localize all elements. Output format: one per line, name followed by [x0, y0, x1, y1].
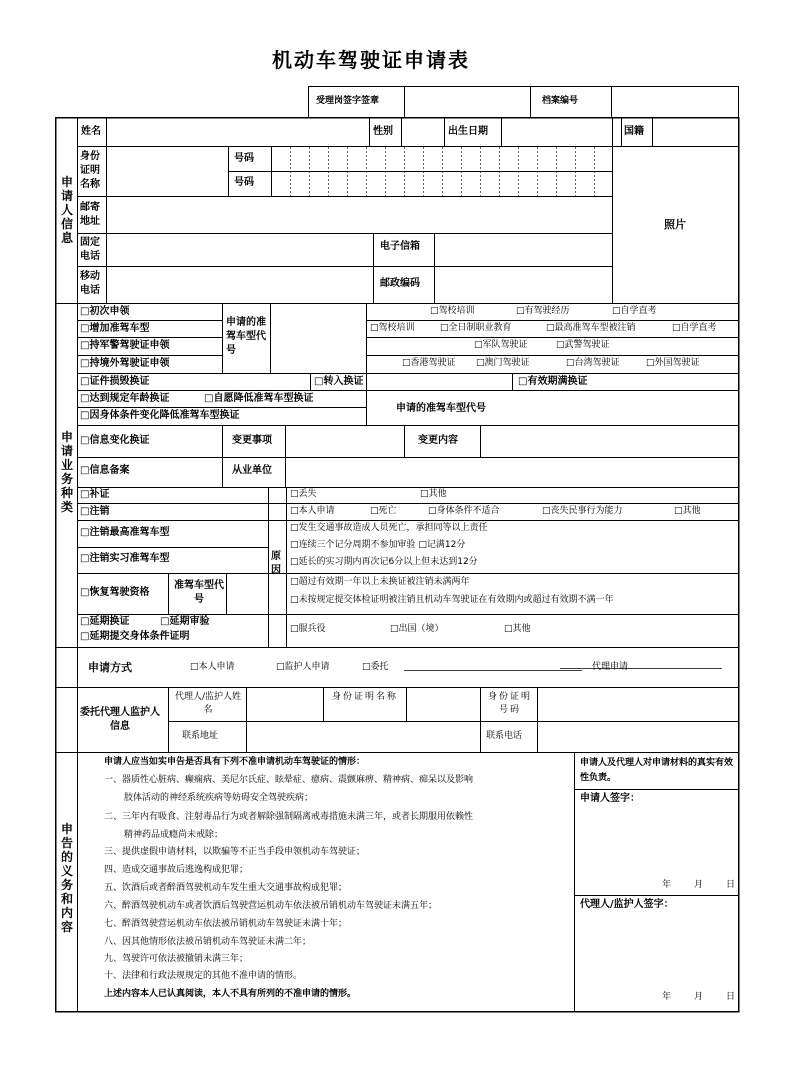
option-delay-inspect[interactable]: □延期审验 — [160, 616, 210, 627]
vehicle-type-label: 申请的准驾车型代号 — [226, 317, 266, 356]
r3-a[interactable]: □发生交通事故造成人员死亡，承担同等以上责任 — [290, 523, 488, 533]
r1-b[interactable]: □其他 — [420, 489, 447, 499]
restore-code-label: 准驾车型代号 — [174, 580, 224, 605]
method-label: 申请方式 — [88, 661, 132, 674]
option-first-issue[interactable]: □初次申领 — [80, 306, 130, 317]
option-damaged[interactable]: □证件损毁换证 — [80, 376, 150, 387]
declaration-item: 六、醉酒驾驶机动车或者饮酒后驾驶营运机动车依法被吊销机动车驾驶证未满五年； — [104, 901, 438, 911]
option-add-vehicle[interactable]: □增加准驾车型 — [80, 323, 150, 334]
opt1-b[interactable]: □有驾驶经历 — [516, 306, 570, 316]
email-label: 电子信箱 — [380, 241, 420, 252]
r5-c[interactable]: □其他 — [504, 624, 531, 634]
business-section-label: 申请业务种类 — [60, 430, 73, 514]
option-transfer[interactable]: □转入换证 — [314, 376, 364, 387]
applicant-sign-year: 年 — [662, 880, 672, 890]
method-guardian[interactable]: □监护人申请 — [276, 662, 330, 672]
archive-no-label: 档案编号 — [542, 96, 579, 106]
option-reissue[interactable]: □补证 — [80, 489, 110, 500]
agent-name-label: 代理人/监护人姓名 — [174, 692, 242, 715]
option-foreign-license[interactable]: □持境外驾驶证申领 — [80, 358, 170, 369]
r2-d[interactable]: □丧失民事行为能力 — [542, 506, 623, 516]
option-self-downgrade[interactable]: □自愿降低准驾车型换证 — [204, 393, 314, 404]
opt2-d[interactable]: □自学直考 — [672, 323, 717, 333]
employer-label: 从业单位 — [232, 465, 272, 476]
responsibility-text: 申请人及代理人对申请材料的真实有效性负责。 — [580, 758, 734, 783]
declaration-item: 精神药品成瘾尚未戒除； — [124, 830, 224, 840]
option-cancel-high[interactable]: □注销最高准驾车型 — [80, 527, 170, 538]
r1-a[interactable]: □丢失 — [290, 489, 317, 499]
id-no-label: 号码 — [234, 153, 254, 164]
agent-phone-label: 联系电话 — [486, 731, 523, 741]
change-content-label: 变更内容 — [418, 435, 458, 446]
declaration-section-label: 申告的义务和内容 — [60, 822, 73, 934]
opt4-b[interactable]: □澳门驾驶证 — [476, 358, 530, 368]
opt1-a[interactable]: □驾校培训 — [430, 306, 475, 316]
method-entrust[interactable]: □委托 — [362, 662, 389, 672]
r4-b[interactable]: □未按规定提交体检证明被注销且机动车驾驶证在有效期内或超过有效期不满一年 — [290, 595, 614, 605]
applicant-sign-day: 日 — [726, 880, 736, 890]
option-delay-body[interactable]: □延期提交身体条件证明 — [80, 631, 190, 642]
opt3-b[interactable]: □武警驾驶证 — [556, 340, 610, 350]
r3-c[interactable]: □延长的实习期内再次记6分以上但未达到12分 — [290, 557, 478, 567]
declaration-item: 九、驾驶许可依法被撤销未满三年； — [104, 954, 249, 964]
declaration-item: 五、饮酒后或者醉酒驾驶机动车发生重大交通事故构成犯罪； — [104, 883, 348, 893]
photo-label: 照片 — [664, 218, 686, 231]
address-label: 邮寄地址 — [80, 202, 100, 227]
agent-address-label: 联系地址 — [182, 731, 219, 741]
declaration-item: 三、提供虚假申请材料，以欺骗等不正当手段申领机动车驾驶证； — [104, 847, 366, 857]
method-self[interactable]: □本人申请 — [190, 662, 235, 672]
opt4-d[interactable]: □外国驾驶证 — [646, 358, 700, 368]
agent-sign-day: 日 — [726, 992, 736, 1002]
r3-b[interactable]: □连续三个记分周期不参加审验 □记满12分 — [290, 540, 466, 550]
option-delay-renew[interactable]: □延期换证 — [80, 616, 130, 627]
agent-sign-month: 月 — [694, 992, 704, 1002]
opt2-a[interactable]: □驾校培训 — [370, 323, 415, 333]
file-no-label: 号码 — [234, 177, 254, 188]
page-title: 机动车驾驶证申请表 — [272, 48, 470, 72]
method-agent: 代理申请 — [592, 662, 629, 672]
r2-c[interactable]: □身体条件不适合 — [428, 506, 500, 516]
gender-label: 性别 — [373, 126, 393, 137]
phone-label: 固定电话 — [80, 237, 100, 262]
mobile-label: 移动电话 — [80, 271, 100, 296]
declaration-header: 申请人应当如实申告是否具有下列不准申请机动车驾驶证的情形： — [104, 757, 366, 767]
declaration-item: 一、器质性心脏病、癫痫病、美尼尔氏症、眩晕症、癔病、震颤麻痹、精神病、痴呆以及影响 — [104, 775, 474, 785]
birthdate-label: 出生日期 — [448, 126, 488, 137]
declaration-item: 十、法律和行政法规规定的其他不准申请的情形。 — [104, 971, 303, 981]
declaration-item: 二、三年内有吸食、注射毒品行为或者解除强制隔离戒毒措施未满三年，或者长期服用依赖性 — [104, 812, 474, 822]
nationality-label: 国籍 — [624, 126, 644, 137]
agent-id-no-label: 身份证明号码 — [487, 692, 532, 715]
r2-b[interactable]: □死亡 — [370, 506, 397, 516]
opt4-c[interactable]: □台湾驾驶证 — [566, 358, 620, 368]
reason-label: 原因 — [271, 551, 281, 576]
postcode-label: 邮政编码 — [380, 278, 420, 289]
agent-id-name-label: 身份证明名称 — [331, 692, 398, 702]
option-age[interactable]: □达到规定年龄换证 — [80, 393, 170, 404]
declaration-item: 肢体活动的神经系统疾病等妨碍安全驾驶疾病； — [124, 793, 314, 803]
declaration-item: 七、醉酒驾驶营运机动车依法被吊销机动车驾驶证未满十年； — [104, 919, 348, 929]
applicant-sign-label: 申请人签字： — [580, 793, 640, 804]
declaration-item: 四、造成交通事故后逃逸构成犯罪； — [104, 865, 249, 875]
r2-a[interactable]: □本人申请 — [290, 506, 335, 516]
change-item-label: 变更事项 — [232, 435, 272, 446]
declaration-item: 八、因其他情形依法被吊销机动车驾驶证未满二年； — [104, 937, 312, 947]
option-army-license[interactable]: □持军警驾驶证申领 — [80, 340, 170, 351]
opt4-a[interactable]: □香港驾驶证 — [402, 358, 456, 368]
r4-a[interactable]: □超过有效期一年以上未换证被注销未满两年 — [290, 577, 470, 587]
applicant-section-label: 申请人信息 — [60, 175, 73, 245]
agent-sign-year: 年 — [662, 992, 672, 1002]
agent-sign-label: 代理人/监护人签字： — [580, 899, 674, 910]
name-label: 姓名 — [81, 126, 101, 137]
option-info-change[interactable]: □信息变化换证 — [80, 435, 150, 446]
r2-e[interactable]: □其他 — [674, 506, 701, 516]
declaration-footer: 上述内容本人已认真阅读，本人不具有所列的不准申请的情形。 — [104, 989, 357, 999]
opt2-c[interactable]: □最高准驾车型被注销 — [546, 323, 636, 333]
option-body-downgrade[interactable]: □因身体条件变化降低准驾车型换证 — [80, 410, 240, 421]
option-info-record[interactable]: □信息备案 — [80, 465, 130, 476]
id-type-label: 身份证明名称 — [80, 151, 100, 190]
r5-a[interactable]: □服兵役 — [290, 624, 326, 634]
reduced-type-label: 申请的准驾车型代号 — [396, 403, 486, 414]
applicant-sign-month: 月 — [694, 880, 704, 890]
option-restore[interactable]: □恢复驾驶资格 — [80, 587, 150, 598]
option-cancel[interactable]: □注销 — [80, 506, 110, 517]
opt2-b[interactable]: □全日制职业教育 — [440, 323, 512, 333]
opt1-c[interactable]: □自学直考 — [612, 306, 657, 316]
accept-sign-label: 受理岗签字签章 — [316, 96, 380, 106]
option-cancel-intern[interactable]: □注销实习准驾车型 — [80, 553, 170, 564]
opt3-a[interactable]: □军队驾驶证 — [474, 340, 528, 350]
option-expiry[interactable]: □有效期满换证 — [518, 376, 588, 387]
r5-b[interactable]: □出国（境） — [390, 624, 444, 634]
agent-section-label: 委托代理人监护人信息 — [80, 707, 160, 732]
